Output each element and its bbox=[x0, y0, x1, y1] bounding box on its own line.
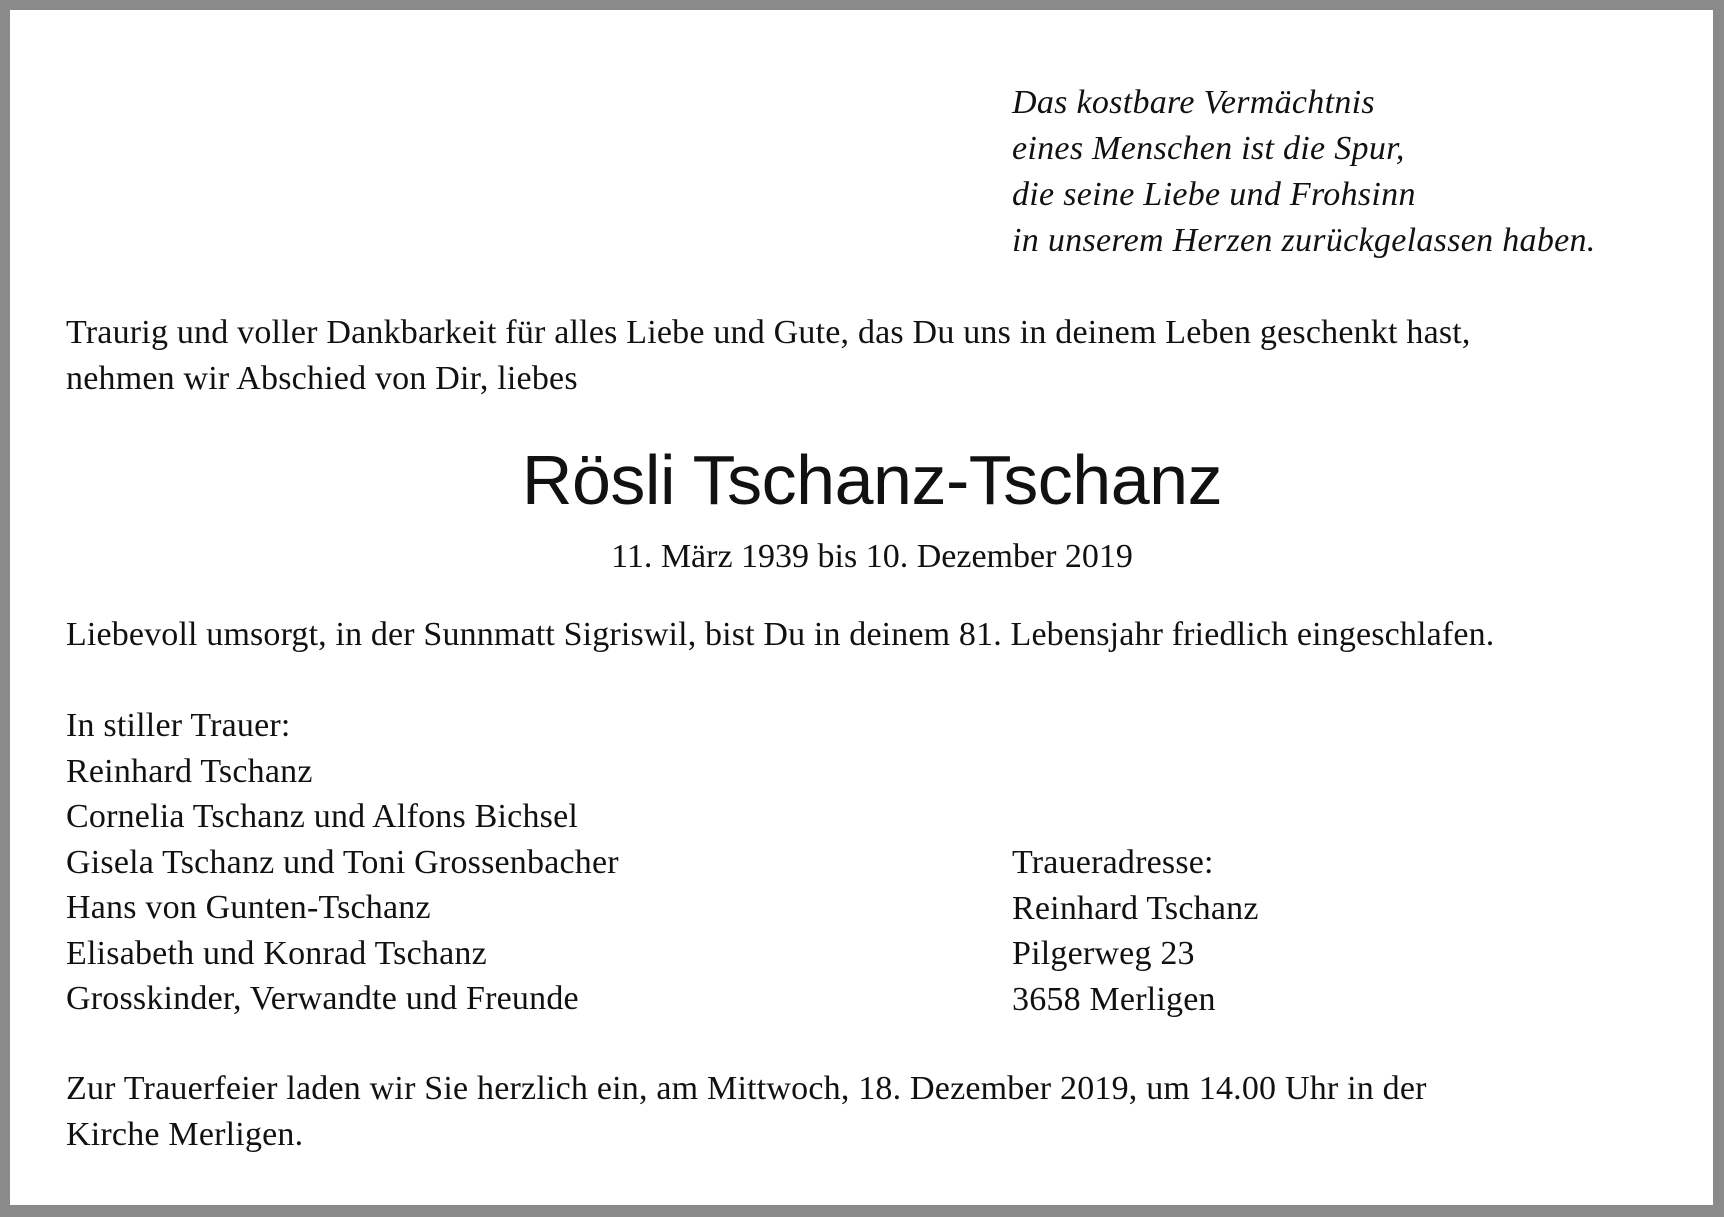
address-line: 3658 Merligen bbox=[1012, 980, 1216, 1018]
quote-line: eines Menschen ist die Spur, bbox=[1012, 130, 1405, 167]
mourning-address bbox=[1012, 840, 1259, 1022]
mourner-name: Grosskinder, Verwandte und Freunde bbox=[66, 980, 579, 1017]
mourner-name: Hans von Gunten-Tschanz bbox=[66, 889, 431, 926]
mourners-list bbox=[66, 703, 619, 1022]
deceased-name: Rösli Tschanz-Tschanz bbox=[521, 441, 1223, 519]
intro-line: Traurig und voller Dankbarkeit für alles Liebe und Gute, das Du uns in deinem Leben geschenkt hast, bbox=[66, 314, 1471, 351]
quote-line: Das kostbare Vermächtnis bbox=[1012, 84, 1375, 121]
mourner-name: Gisela Tschanz und Toni Grossenbacher bbox=[66, 843, 619, 881]
intro-line: nehmen wir Abschied von Dir, liebes bbox=[66, 360, 578, 397]
service-line: Zur Trauerfeier laden wir Sie herzlich ein, am Mittwoch, 18. Dezember 2019, um 14.00 Uhr in der bbox=[66, 1070, 1427, 1107]
memorial-quote bbox=[1012, 80, 1596, 264]
mourner-name: Cornelia Tschanz und Alfons Bichsel bbox=[66, 798, 579, 835]
address-line: Reinhard Tschanz bbox=[1012, 889, 1259, 927]
service-line: Kirche Merligen. bbox=[66, 1116, 304, 1153]
mourners-heading: In stiller Trauer: bbox=[66, 707, 291, 744]
quote-line: in unserem Herzen zurückgelassen haben. bbox=[1012, 222, 1596, 259]
address-heading: Traueradresse: bbox=[1012, 844, 1214, 881]
quote-line: die seine Liebe und Frohsinn bbox=[1012, 176, 1416, 213]
mourner-name: Reinhard Tschanz bbox=[66, 752, 313, 790]
life-dates: 11. März 1939 bis 10. Dezember 2019 bbox=[611, 538, 1133, 575]
intro-paragraph bbox=[66, 310, 1471, 402]
mourner-name: Elisabeth und Konrad Tschanz bbox=[66, 934, 487, 972]
address-line: Pilgerweg 23 bbox=[1012, 935, 1195, 972]
funeral-service-info bbox=[66, 1066, 1427, 1158]
passing-text: Liebevoll umsorgt, in der Sunnmatt Sigriswil, bist Du in deinem 81. Lebensjahr friedlich eingeschlafen. bbox=[66, 616, 1495, 653]
